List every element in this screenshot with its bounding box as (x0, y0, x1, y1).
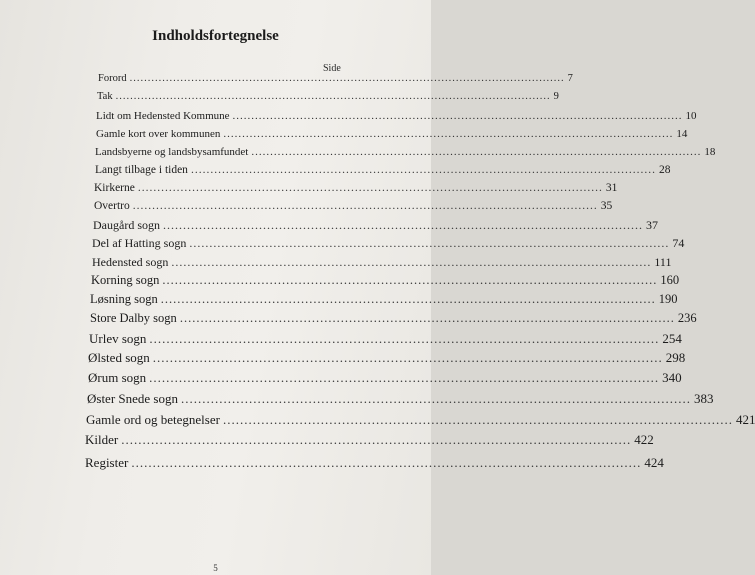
toc-entry-title: Gamle kort over kommunen (96, 128, 221, 140)
dot-leader: ........................................................................................................................ (162, 218, 643, 232)
dot-leader: ........................................................................................................................ (190, 164, 656, 176)
toc-entry-title: Hedensted sogn (92, 255, 169, 269)
toc-entry (93, 218, 658, 233)
page-title: Indholdsfortegnelse (152, 28, 279, 44)
toc-entry-page: 298 (665, 350, 686, 365)
toc-entry-title: Urlev sogn (89, 331, 147, 346)
toc-entry-page: 254 (662, 331, 682, 346)
dot-leader: ........................................................................................................................ (131, 455, 642, 470)
toc-entry-title: Kirkerne (94, 182, 135, 194)
toc-entry-title: Overtro (94, 200, 130, 212)
dot-leader: ........................................................................................................................ (137, 182, 603, 194)
toc-entry-title: Lidt om Hedensted Kommune (96, 110, 230, 122)
toc-entry-page: 18 (704, 146, 716, 158)
toc-entry-title: Gamle ord og betegnelser (86, 412, 220, 427)
dot-leader: ........................................................................................................................ (115, 91, 551, 102)
toc-entry-title: Tak (97, 91, 113, 102)
toc-entry-title: Kilder (85, 432, 119, 447)
dot-leader: ........................................................................................................................ (152, 350, 663, 365)
toc-entry-title: Løsning sogn (90, 292, 158, 306)
toc-entry-page: 28 (658, 164, 671, 176)
toc-entry-title: Store Dalby sogn (90, 311, 177, 325)
toc-entry (85, 432, 654, 448)
toc-entry-page: 111 (654, 255, 672, 269)
toc-entry-page: 340 (662, 370, 682, 385)
toc-entry (95, 146, 716, 158)
dot-leader: ........................................................................................................................ (251, 146, 702, 158)
toc-entry-page: 383 (694, 391, 714, 406)
toc-entry-page: 74 (672, 236, 685, 250)
dot-leader: ........................................................................................................................ (121, 432, 632, 447)
toc-entry-page: 31 (605, 182, 618, 194)
toc-entry (94, 182, 618, 194)
toc-entry (89, 331, 682, 347)
dot-leader: ........................................................................................................................ (181, 391, 691, 406)
toc-entry-title: Daugård sogn (93, 218, 160, 232)
toc-entry-page: 160 (660, 273, 680, 287)
dot-leader: ........................................................................................................................ (189, 236, 670, 250)
dot-leader: ........................................................................................................................ (223, 128, 674, 140)
toc-entry (86, 412, 755, 428)
toc-entry-title: Del af Hatting sogn (92, 236, 187, 250)
dot-leader: ........................................................................................................................ (132, 200, 598, 212)
toc-entry (88, 370, 682, 386)
toc-entry (87, 391, 714, 407)
page-number: 5 (213, 563, 218, 573)
toc-entry-title: Register (85, 455, 129, 470)
toc-entry-page: 35 (600, 200, 613, 212)
dot-leader: ........................................................................................................................ (232, 110, 683, 122)
toc-entry-page: 424 (644, 455, 664, 470)
toc-entry (92, 236, 685, 251)
dot-leader: ........................................................................................................................ (149, 370, 660, 385)
toc-entry (98, 73, 573, 84)
toc-entry-title: Korning sogn (91, 273, 160, 287)
toc-entry-page: 190 (658, 292, 678, 306)
dot-leader: ........................................................................................................................ (222, 412, 733, 427)
page-column-label: Side (323, 63, 341, 74)
toc-entry (95, 164, 671, 176)
toc-entry-page: 421 (735, 412, 755, 427)
toc-entry (96, 110, 697, 122)
toc-entry-page: 9 (553, 91, 559, 102)
toc-entry (90, 311, 697, 326)
dot-leader: ........................................................................................................................ (149, 331, 660, 346)
toc-entry (94, 200, 613, 212)
toc-entry-title: Ølsted sogn (88, 350, 150, 365)
toc-entry-title: Landsbyerne og landsbysamfundet (95, 146, 249, 158)
toc-entry-title: Øster Snede sogn (87, 391, 178, 406)
toc-entry (88, 350, 686, 366)
toc-entry-page: 422 (634, 432, 654, 447)
toc-entry (85, 455, 664, 471)
toc-entry-title: Ørum sogn (88, 370, 147, 385)
toc-entry-page: 14 (676, 128, 688, 140)
dot-leader: ........................................................................................................................ (160, 292, 656, 306)
toc-entry-page: 236 (677, 311, 697, 325)
toc-entry (97, 91, 559, 102)
toc-entry (90, 292, 678, 307)
dot-leader: ........................................................................................................................ (179, 311, 675, 325)
toc-entry-page: 7 (567, 73, 573, 84)
toc-entry-title: Langt tilbage i tiden (95, 164, 188, 176)
dot-leader: ........................................................................................................................ (171, 255, 652, 269)
dot-leader: ........................................................................................................................ (162, 273, 658, 287)
toc-entry-title: Forord (98, 73, 127, 84)
toc-entry-page: 10 (685, 110, 697, 122)
toc-entry (96, 128, 688, 140)
toc-entry (92, 255, 672, 270)
dot-leader: ........................................................................................................................ (129, 73, 565, 84)
toc-entry-page: 37 (645, 218, 658, 232)
toc-entry (91, 273, 680, 288)
